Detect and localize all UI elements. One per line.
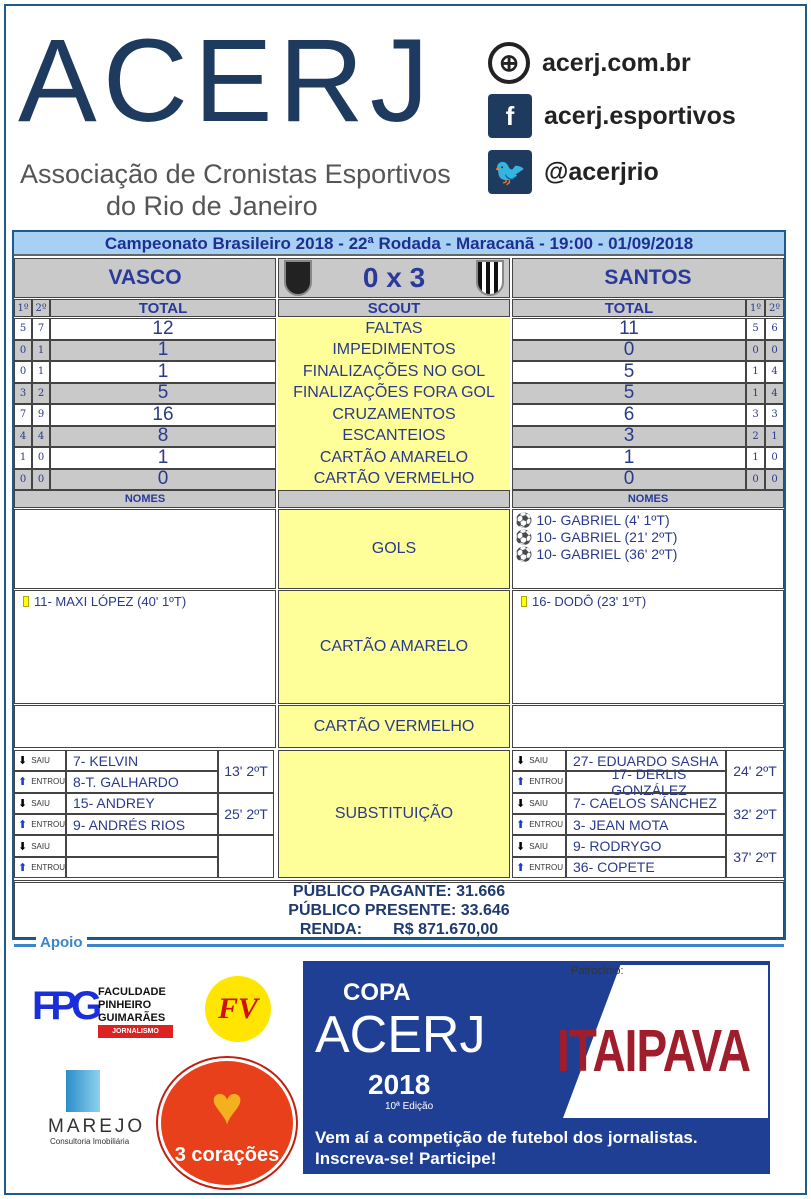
twitter-icon: 🐦 bbox=[488, 150, 532, 194]
copa-acerj-logo: ACERJ bbox=[315, 1006, 486, 1064]
goal-text: 10- GABRIEL (36' 2ºT) bbox=[536, 546, 678, 562]
arrow-up-icon: ⬆ bbox=[516, 819, 526, 832]
fpg-name: FACULDADE PINHEIRO GUIMARÃES bbox=[98, 986, 166, 1024]
vasco-crest-icon bbox=[284, 260, 312, 296]
home-total: 0 bbox=[50, 469, 276, 491]
facebook-icon: f bbox=[488, 94, 532, 138]
away-red-cards bbox=[512, 705, 784, 748]
sub-in-player: 8-T. GALHARDO bbox=[66, 771, 218, 792]
away-first-half: 3 bbox=[746, 404, 765, 426]
home-second-half: 4 bbox=[32, 426, 50, 448]
arrow-up-icon: ⬆ bbox=[18, 861, 28, 874]
sub-out-player: 27- EDUARDO SASHA bbox=[566, 750, 726, 771]
ball-icon: ⚽ bbox=[515, 529, 533, 545]
home-first-half: 3 bbox=[14, 383, 32, 405]
home-total: 1 bbox=[50, 340, 276, 362]
home-first-half: 7 bbox=[14, 404, 32, 426]
sub-time bbox=[218, 835, 274, 878]
home-red-cards bbox=[14, 705, 276, 748]
sub-label-text: SAIU bbox=[529, 798, 548, 808]
away-first-half: 1 bbox=[746, 361, 765, 383]
scout-header: SCOUT bbox=[278, 299, 510, 317]
arrow-down-icon: ⬇ bbox=[516, 797, 526, 810]
twitter-link[interactable]: @acerjrio bbox=[544, 157, 659, 186]
social-twitter[interactable] bbox=[488, 150, 659, 194]
away-second-half: 1 bbox=[765, 426, 784, 448]
arrow-down-icon: ⬇ bbox=[18, 797, 28, 810]
stat-label: ESCANTEIOS bbox=[278, 426, 510, 448]
sub-label-text: SAIU bbox=[31, 798, 50, 808]
banner-message bbox=[315, 1127, 698, 1169]
sub-time: 25' 2ºT bbox=[218, 793, 274, 836]
home-total: 1 bbox=[50, 447, 276, 469]
sub-out-player: 9- RODRYGO bbox=[566, 835, 726, 856]
home-total: 8 bbox=[50, 426, 276, 448]
website-link[interactable]: acerj.com.br bbox=[542, 48, 691, 77]
away-total: 1 bbox=[512, 447, 746, 469]
sub-out-label bbox=[14, 835, 66, 856]
home-total: 5 bbox=[50, 383, 276, 405]
away-second-half: 0 bbox=[765, 340, 784, 362]
goal-item bbox=[515, 529, 677, 546]
away-total: 5 bbox=[512, 383, 746, 405]
away-total: 0 bbox=[512, 340, 746, 362]
home-second-half: 9 bbox=[32, 404, 50, 426]
arrow-up-icon: ⬆ bbox=[18, 819, 28, 832]
sub-in-player: 9- ANDRÉS RIOS bbox=[66, 814, 218, 835]
sub-time: 24' 2ºT bbox=[726, 750, 784, 793]
home-first-half: 0 bbox=[14, 469, 32, 491]
goal-text: 10- GABRIEL (4' 1ºT) bbox=[536, 512, 670, 528]
sub-in-label bbox=[14, 771, 66, 792]
sub-out-player bbox=[66, 835, 218, 856]
home-second-half: 2 bbox=[32, 383, 50, 405]
tres-coracoes-text: 3 corações bbox=[174, 1144, 280, 1166]
home-first-half: 0 bbox=[14, 361, 32, 383]
away-first-half: 5 bbox=[746, 318, 765, 340]
subtitle-line1: Associação de Cronistas Esportivos bbox=[20, 159, 451, 189]
away-first-half: 0 bbox=[746, 469, 765, 491]
copa-text: COPA bbox=[343, 979, 411, 1006]
home-total: 1 bbox=[50, 361, 276, 383]
sub-label-text: SAIU bbox=[31, 841, 50, 851]
fpg-sub: JORNALISMO bbox=[98, 1025, 173, 1038]
heart-icon: ♥ bbox=[210, 1076, 244, 1136]
away-names-header: NOMES bbox=[512, 490, 784, 508]
sub-label-text: ENTROU bbox=[31, 777, 65, 787]
arrow-down-icon: ⬇ bbox=[516, 755, 526, 768]
away-total: 6 bbox=[512, 404, 746, 426]
away-second-half: 4 bbox=[765, 383, 784, 405]
home-second-half: 0 bbox=[32, 447, 50, 469]
home-second-half-header: 2º bbox=[32, 299, 50, 317]
home-names-header: NOMES bbox=[14, 490, 276, 508]
sub-label-text: ENTROU bbox=[31, 820, 65, 830]
home-total-header: TOTAL bbox=[50, 299, 276, 317]
away-second-half: 4 bbox=[765, 361, 784, 383]
home-total: 12 bbox=[50, 318, 276, 340]
arrow-up-icon: ⬆ bbox=[516, 861, 526, 874]
away-goals bbox=[512, 509, 784, 589]
copa-acerj-banner[interactable] bbox=[303, 961, 770, 1174]
sub-out-label bbox=[14, 793, 66, 814]
home-second-half: 0 bbox=[32, 469, 50, 491]
away-first-half: 0 bbox=[746, 340, 765, 362]
social-website[interactable] bbox=[488, 42, 691, 84]
home-total: 16 bbox=[50, 404, 276, 426]
away-second-half: 0 bbox=[765, 447, 784, 469]
attendance bbox=[14, 880, 784, 938]
home-yellow-cards bbox=[14, 590, 276, 704]
away-first-half-header: 1º bbox=[746, 299, 765, 317]
banner-line1: Vem aí a competição de futebol dos jornalistas. bbox=[315, 1128, 698, 1147]
arrow-down-icon: ⬇ bbox=[18, 755, 28, 768]
away-yellow-cards bbox=[512, 590, 784, 704]
match-title: Campeonato Brasileiro 2018 - 22ª Rodada - Maracanã - 19:00 - 01/09/2018 bbox=[14, 232, 784, 256]
marejo-logo: MAREJO bbox=[48, 1116, 146, 1137]
substitutions-label: SUBSTITUIÇÃO bbox=[278, 750, 510, 878]
stat-label: CARTÃO AMARELO bbox=[278, 447, 510, 469]
names-spacer bbox=[278, 490, 510, 508]
sub-label-text: ENTROU bbox=[31, 862, 65, 872]
fpg-text bbox=[98, 986, 173, 1038]
away-second-half: 0 bbox=[765, 469, 784, 491]
goal-item bbox=[515, 546, 677, 563]
stat-label: CRUZAMENTOS bbox=[278, 404, 510, 426]
away-total: 11 bbox=[512, 318, 746, 340]
globe-icon: ⊕ bbox=[488, 42, 530, 84]
home-team: VASCO bbox=[14, 258, 276, 298]
sub-label-text: ENTROU bbox=[529, 862, 563, 872]
yellow-card-text: 11- MAXI LÓPEZ (40' 1ºT) bbox=[34, 594, 187, 609]
ball-icon: ⚽ bbox=[515, 512, 533, 528]
acerj-subtitle bbox=[20, 158, 451, 222]
home-first-half-header: 1º bbox=[14, 299, 32, 317]
yellow-card-icon bbox=[23, 596, 29, 607]
away-second-half: 3 bbox=[765, 404, 784, 426]
apoio-label: Apoio bbox=[36, 934, 87, 951]
sub-label-text: ENTROU bbox=[529, 820, 563, 830]
copa-year: 2018 bbox=[368, 1069, 431, 1100]
total-attendance: PÚBLICO PRESENTE: 33.646 bbox=[288, 901, 510, 919]
stat-label: FINALIZAÇÕES NO GOL bbox=[278, 361, 510, 383]
arrow-down-icon: ⬇ bbox=[516, 840, 526, 853]
itaipava-logo: ITAIPAVA bbox=[557, 1016, 751, 1084]
sub-out-label bbox=[14, 750, 66, 771]
revenue-value: R$ 871.670,00 bbox=[393, 920, 499, 938]
banner-line2: Inscreva-se! Participe! bbox=[315, 1149, 497, 1168]
away-total: 0 bbox=[512, 469, 746, 491]
home-second-half: 1 bbox=[32, 361, 50, 383]
sub-out-player: 7- KELVIN bbox=[66, 750, 218, 771]
home-goals bbox=[14, 509, 276, 589]
fpg-logo: FPG bbox=[32, 984, 97, 1028]
sub-in-label bbox=[512, 771, 566, 792]
sub-time: 37' 2ºT bbox=[726, 835, 784, 878]
marejo-icon bbox=[66, 1070, 100, 1112]
match-scout-table bbox=[12, 230, 786, 940]
sub-out-player: 15- ANDREY bbox=[66, 793, 218, 814]
home-second-half: 7 bbox=[32, 318, 50, 340]
sub-out-label bbox=[512, 835, 566, 856]
sub-in-player bbox=[66, 857, 218, 878]
home-first-half: 4 bbox=[14, 426, 32, 448]
away-team: SANTOS bbox=[512, 258, 784, 298]
fv-logo: FV bbox=[205, 976, 271, 1042]
revenue bbox=[300, 920, 498, 939]
yellow-card-text: 16- DODÔ (23' 1ºT) bbox=[532, 594, 647, 609]
sub-in-label bbox=[512, 857, 566, 878]
sub-time: 13' 2ºT bbox=[218, 750, 274, 793]
away-first-half: 1 bbox=[746, 447, 765, 469]
revenue-label: RENDA: bbox=[299, 920, 363, 938]
apoio-divider bbox=[14, 944, 784, 947]
sub-label-text: SAIU bbox=[529, 756, 548, 766]
yellow-cards-label: CARTÃO AMARELO bbox=[278, 590, 510, 704]
sub-out-player: 7- CAELOS SÁNCHEZ bbox=[566, 793, 726, 814]
home-first-half: 1 bbox=[14, 447, 32, 469]
social-facebook[interactable] bbox=[488, 94, 736, 138]
away-second-half-header: 2º bbox=[765, 299, 784, 317]
away-total: 5 bbox=[512, 361, 746, 383]
sub-out-label bbox=[512, 793, 566, 814]
acerj-logo: ACERJ bbox=[18, 15, 435, 147]
sub-time: 32' 2ºT bbox=[726, 793, 784, 836]
away-first-half: 1 bbox=[746, 383, 765, 405]
tres-coracoes-logo bbox=[158, 1058, 296, 1188]
away-second-half: 6 bbox=[765, 318, 784, 340]
patrocinio-label: Patrocínio: bbox=[571, 965, 624, 977]
marejo-sub: Consultoria Imobiliária bbox=[50, 1137, 130, 1146]
copa-edition: 10ª Edição bbox=[385, 1101, 434, 1112]
sub-label-text: SAIU bbox=[31, 756, 50, 766]
facebook-link[interactable]: acerj.esportivos bbox=[544, 101, 736, 130]
arrow-down-icon: ⬇ bbox=[18, 840, 28, 853]
sub-in-label bbox=[512, 814, 566, 835]
home-second-half: 1 bbox=[32, 340, 50, 362]
arrow-up-icon: ⬆ bbox=[516, 776, 526, 789]
score-text: 0 x 3 bbox=[362, 262, 426, 293]
arrow-up-icon: ⬆ bbox=[18, 776, 28, 789]
sub-in-player: 36- COPETE bbox=[566, 857, 726, 878]
sub-in-player: 17- DERLIS GONZÁLEZ bbox=[566, 771, 726, 792]
red-cards-label: CARTÃO VERMELHO bbox=[278, 705, 510, 748]
home-first-half: 5 bbox=[14, 318, 32, 340]
goals-label: GOLS bbox=[278, 509, 510, 589]
goal-item bbox=[515, 512, 670, 529]
away-total-header: TOTAL bbox=[512, 299, 746, 317]
subtitle-line2: do Rio de Janeiro bbox=[106, 191, 318, 221]
sub-in-label bbox=[14, 857, 66, 878]
santos-crest-icon bbox=[476, 260, 504, 296]
paying-attendance: PÚBLICO PAGANTE: 31.666 bbox=[292, 882, 506, 900]
sub-in-label bbox=[14, 814, 66, 835]
sub-in-player: 3- JEAN MOTA bbox=[566, 814, 726, 835]
away-first-half: 2 bbox=[746, 426, 765, 448]
sub-out-label bbox=[512, 750, 566, 771]
goal-text: 10- GABRIEL (21' 2ºT) bbox=[536, 529, 678, 545]
sub-label-text: ENTROU bbox=[529, 777, 563, 787]
home-first-half: 0 bbox=[14, 340, 32, 362]
yellow-card-icon bbox=[521, 596, 527, 607]
ball-icon: ⚽ bbox=[515, 546, 533, 562]
sub-label-text: SAIU bbox=[529, 841, 548, 851]
stat-label: IMPEDIMENTOS bbox=[278, 340, 510, 362]
stat-label: FINALIZAÇÕES FORA GOL bbox=[278, 383, 510, 405]
stat-label: CARTÃO VERMELHO bbox=[278, 469, 510, 491]
away-total: 3 bbox=[512, 426, 746, 448]
stat-label: FALTAS bbox=[278, 318, 510, 340]
